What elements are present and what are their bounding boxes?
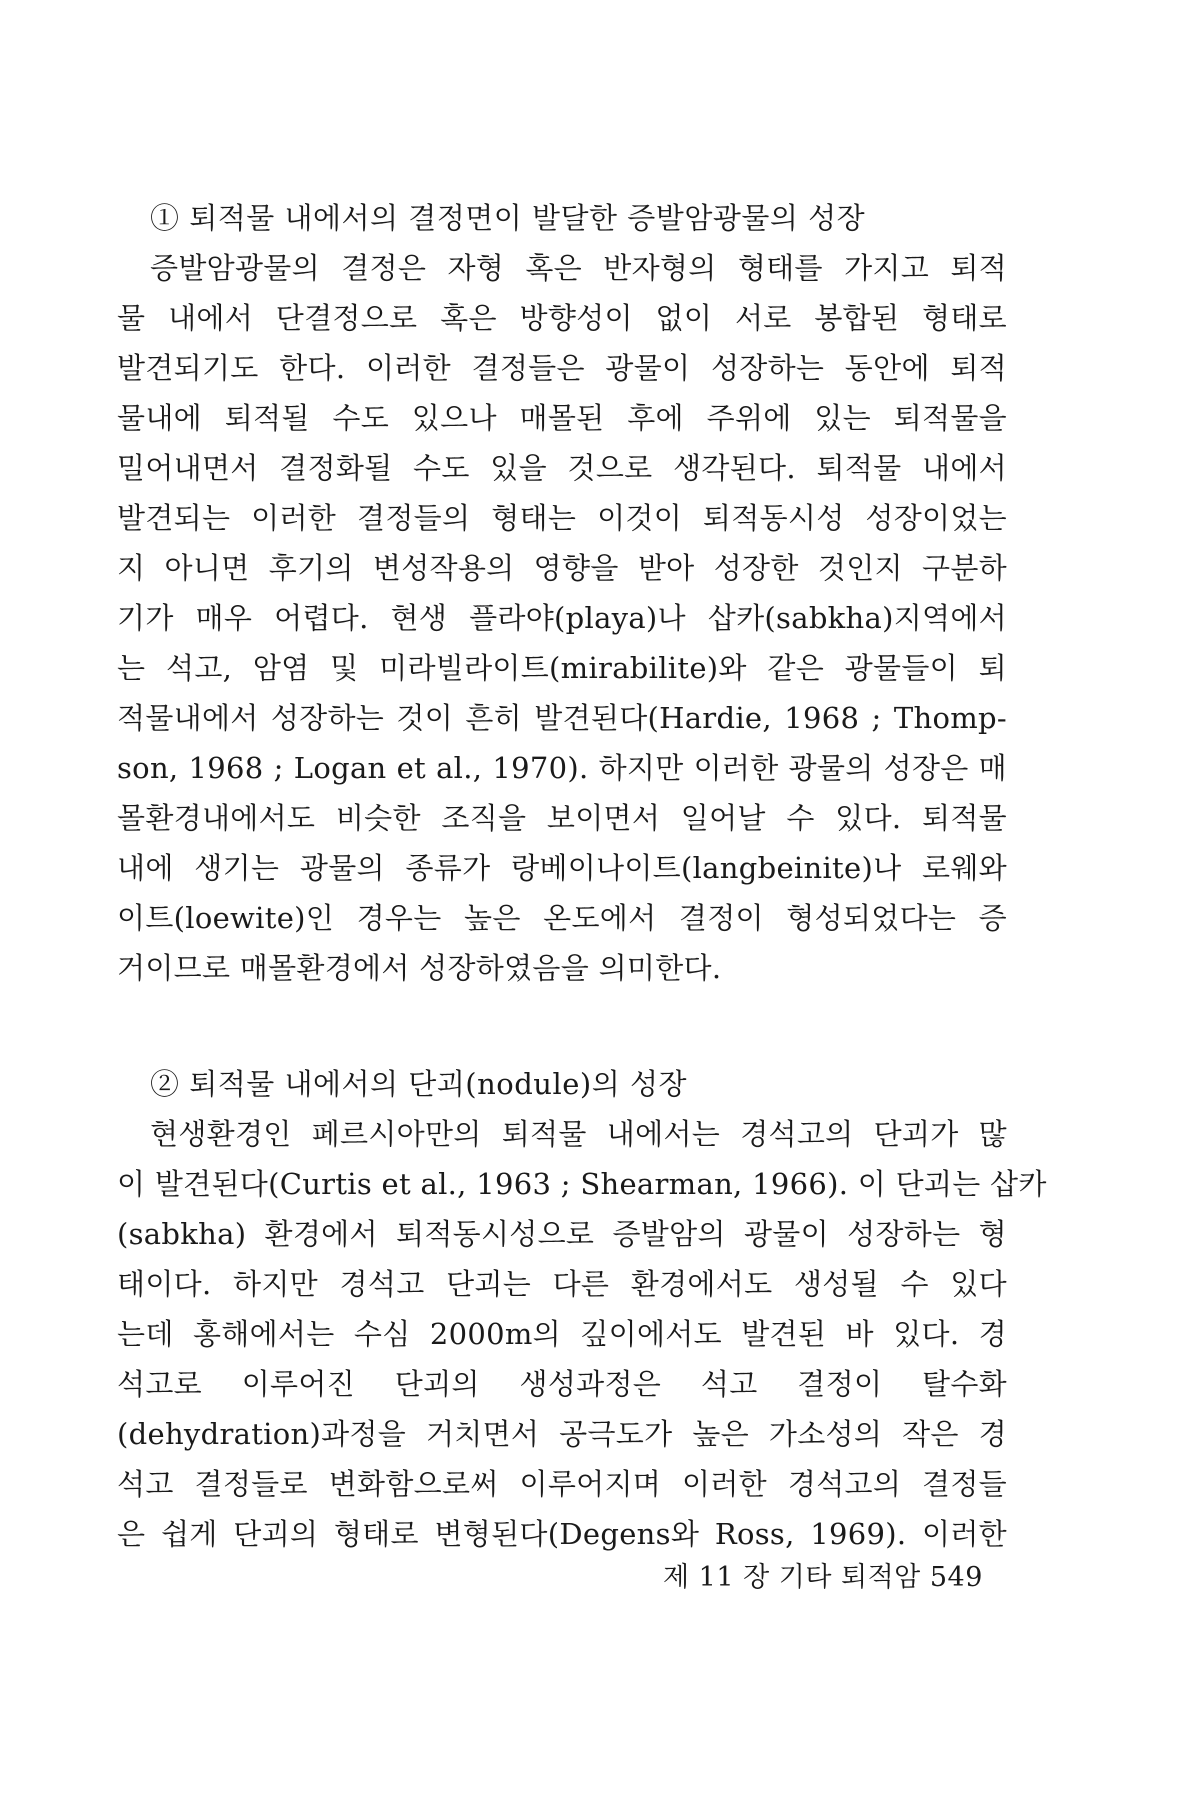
paragraph-line: 물 내에서 단결정으로 혹은 방향성이 없이 서로 봉합된 형태로 (117, 301, 1007, 335)
section-heading-crystal-growth: ① 퇴적물 내에서의 결정면이 발달한 증발암광물의 성장 (150, 201, 866, 235)
paragraph-line: 적물내에서 성장하는 것이 흔히 발견된다(Hardie, 1968 ; Thomp- (117, 701, 1007, 735)
paragraph-line: 몰환경내에서도 비슷한 조직을 보이면서 일어날 수 있다. 퇴적물 (117, 801, 1007, 835)
paragraph-line: 이 발견된다(Curtis et al., 1963 ; Shearman, 1966). 이 단괴는 삽카 (117, 1167, 1047, 1201)
paragraph-line: 는 석고, 암염 및 미라빌라이트(mirabilite)와 같은 광물들이 퇴 (117, 651, 1007, 685)
paragraph-line: 은 쉽게 단괴의 형태로 변형된다(Degens와 Ross, 1969). 이러한 (117, 1517, 1007, 1551)
page-footer: 제 11 장 기타 퇴적암 549 (663, 1562, 983, 1593)
page-body (117, 193, 1047, 1559)
paragraph-line: 지 아니면 후기의 변성작용의 영향을 받아 성장한 것인지 구분하 (117, 551, 1007, 585)
paragraph-line: 발견되기도 한다. 이러한 결정들은 광물이 성장하는 동안에 퇴적 (117, 351, 1007, 385)
paragraph-line: 이트(loewite)인 경우는 높은 온도에서 결정이 형성되었다는 증 (117, 901, 1007, 935)
paragraph-line: 거이므로 매몰환경에서 성장하였음을 의미한다. (117, 951, 722, 985)
paragraph-line: (sabkha) 환경에서 퇴적동시성으로 증발암의 광물이 성장하는 형 (117, 1217, 1007, 1251)
paragraph-line: (dehydration)과정을 거치면서 공극도가 높은 가소성의 작은 경 (117, 1417, 1007, 1451)
paragraph-line: 현생환경인 페르시아만의 퇴적물 내에서는 경석고의 단괴가 많 (150, 1117, 1007, 1151)
paragraph-line: 석고 결정들로 변화함으로써 이루어지며 이러한 경석고의 결정들 (117, 1467, 1007, 1501)
section-heading-nodule-growth: ② 퇴적물 내에서의 단괴(nodule)의 성장 (150, 1067, 687, 1101)
section-spacer (117, 993, 1007, 1059)
paragraph-line: 는데 홍해에서는 수심 2000m의 깊이에서도 발견된 바 있다. 경 (117, 1317, 1007, 1351)
paragraph-line: 증발암광물의 결정은 자형 혹은 반자형의 형태를 가지고 퇴적 (150, 251, 1007, 285)
paragraph-line: 발견되는 이러한 결정들의 형태는 이것이 퇴적동시성 성장이었는 (117, 501, 1007, 535)
paragraph-line: son, 1968 ; Logan et al., 1970). 하지만 이러한 광물의 성장은 매 (117, 751, 1007, 785)
paragraph-line: 기가 매우 어렵다. 현생 플라야(playa)나 삽카(sabkha)지역에서 (117, 601, 1007, 635)
paragraph-line: 태이다. 하지만 경석고 단괴는 다른 환경에서도 생성될 수 있다 (117, 1267, 1007, 1301)
paragraph-line: 밀어내면서 결정화될 수도 있을 것으로 생각된다. 퇴적물 내에서 (117, 451, 1007, 485)
paragraph-line: 석고로 이루어진 단괴의 생성과정은 석고 결정이 탈수화 (117, 1367, 1007, 1401)
paragraph-line: 내에 생기는 광물의 종류가 랑베이나이트(langbeinite)나 로웨와 (117, 851, 1007, 885)
paragraph-line: 물내에 퇴적될 수도 있으나 매몰된 후에 주위에 있는 퇴적물을 (117, 401, 1007, 435)
